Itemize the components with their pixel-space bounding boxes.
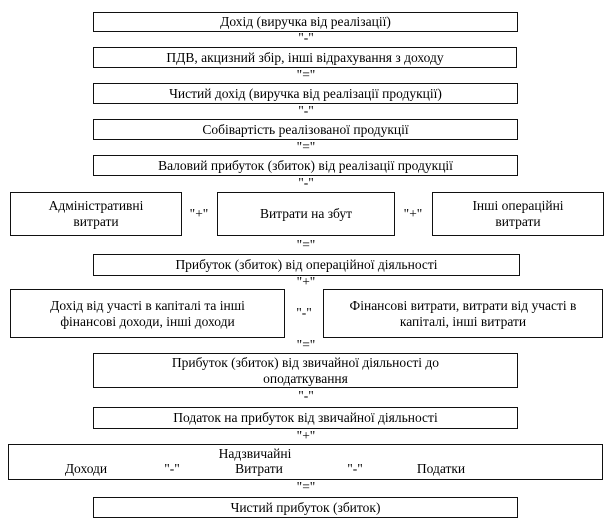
operator-minus-7: "-" [347,461,363,476]
box-vat-deductions-label: ПДВ, акцизний збір, інші відрахування з доходу [166,49,444,65]
box-admin-expenses-label: Адміністративні витрати [48,198,144,229]
box-other-operating-expenses [432,192,604,236]
box-selling-expenses [217,192,395,236]
box-gross-profit [93,155,518,176]
box-profit-before-tax [93,353,518,388]
operator-minus-2: "-" [298,103,314,119]
box-net-income [93,83,518,104]
box-other-operating-expenses-label: Інші операційні витрати [472,198,564,229]
operator-minus-1: "-" [298,30,314,46]
extraordinary-expenses-label: Витрати [235,461,283,476]
operator-plus-4: "+" [296,428,316,444]
operator-equals-1: "=" [296,67,316,83]
operator-equals-3: "=" [296,237,316,253]
box-income-tax-label: Податок на прибуток від звичайної діяльності [173,410,438,426]
box-net-profit-label: Чистий прибуток (збиток) [230,499,381,515]
box-net-profit [93,497,518,518]
box-financial-expenses-label: Фінансові витрати, витрати від участі в капіталі, інші витрати [349,297,577,329]
operator-equals-4: "=" [296,337,316,353]
box-extraordinary [8,444,603,480]
box-admin-expenses [10,192,182,236]
box-vat-deductions [93,47,517,68]
box-selling-expenses-label: Витрати на збут [259,206,353,222]
operator-plus-1: "+" [189,206,209,222]
box-profit-before-tax-label: Прибуток (збиток) від звичайної діяльності до оподаткування [171,354,440,386]
box-revenue [93,12,518,32]
box-gross-profit-label: Валовий прибуток (збиток) від реалізації продукції [158,157,453,173]
extraordinary-income-label: Доходи [64,461,108,476]
box-operating-profit [93,254,520,276]
operator-equals-2: "=" [296,139,316,155]
box-financial-expenses [323,289,603,338]
operator-minus-4: "-" [296,305,312,321]
box-equity-and-financial-income-label: Дохід від участі в капіталі та інші фінансові доходи, інші доходи [50,297,245,329]
operator-minus-6: "-" [164,461,180,476]
operator-minus-3: "-" [298,175,314,191]
operator-plus-3: "+" [296,274,316,290]
operator-minus-5: "-" [298,388,314,404]
extraordinary-taxes-label: Податки [416,461,466,476]
operator-plus-2: "+" [403,206,423,222]
operator-equals-5: "=" [296,479,316,495]
box-revenue-label: Дохід (виручка від реалізації) [220,14,391,30]
box-net-income-label: Чистий дохід (виручка від реалізації продукції) [169,85,442,101]
box-income-tax [93,407,518,429]
box-cost-of-sales-label: Собівартість реалізованої продукції [202,121,409,137]
box-equity-and-financial-income [10,289,285,338]
box-cost-of-sales [93,119,518,140]
box-operating-profit-label: Прибуток (збиток) від операційної діяльності [175,257,438,273]
extraordinary-title: Надзвичайні [218,446,292,461]
